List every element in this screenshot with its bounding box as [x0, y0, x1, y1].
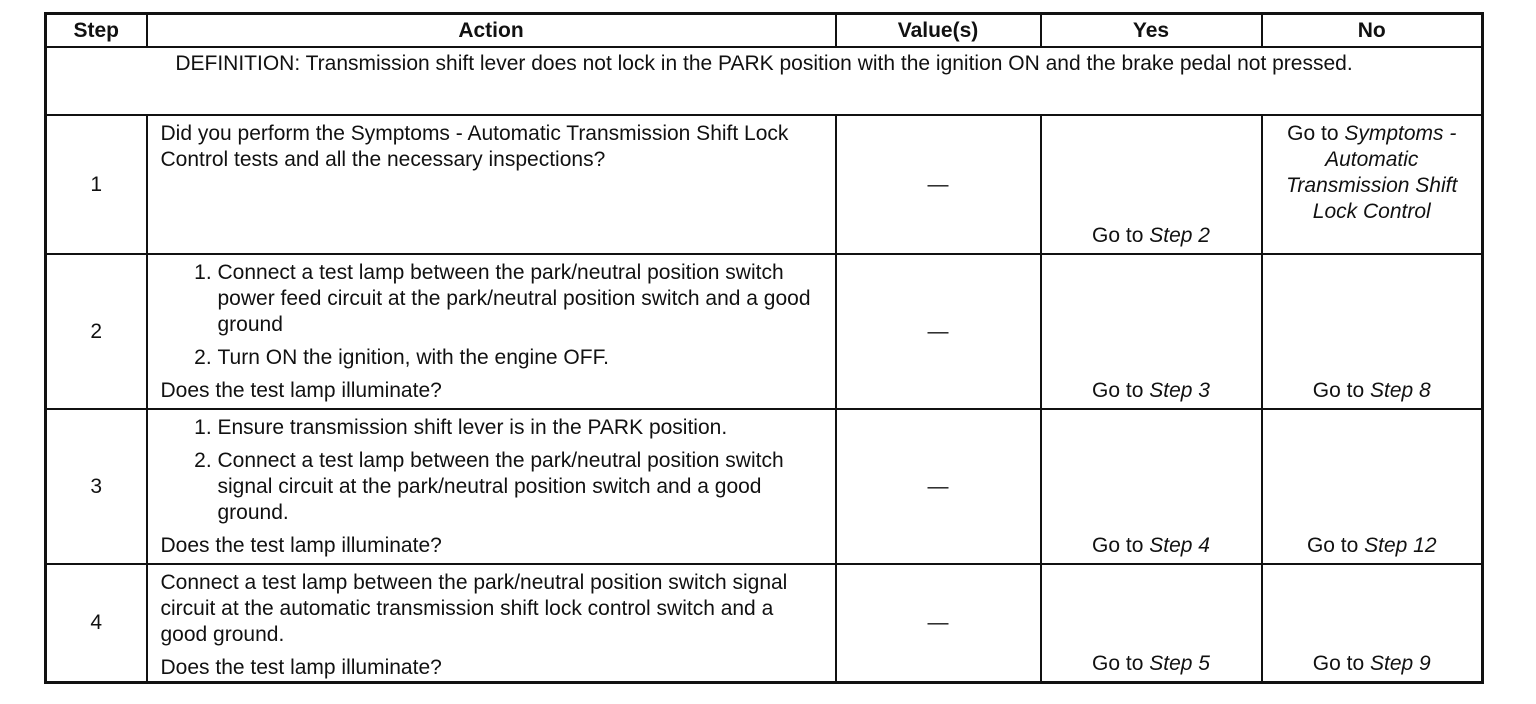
yes-target-link[interactable]: Step 3	[1149, 379, 1210, 402]
no-cell	[1262, 115, 1483, 254]
value-cell: —	[836, 564, 1041, 683]
question-text: Does the test lamp illuminate?	[160, 379, 442, 402]
action-text: Connect a test lamp between the park/neutral position switch signal circuit at the automatic transmission shift lock control switch and a good ground.	[160, 571, 788, 646]
yes-target-link[interactable]: Step 4	[1149, 534, 1210, 557]
header-no: No	[1262, 14, 1483, 48]
action-cell	[147, 564, 836, 683]
substep-item: 1. Connect a test lamp between the park/neutral position switch power feed circuit at the park/neutral position switch and a good ground	[218, 260, 825, 338]
step-number: 1	[46, 115, 147, 254]
no-target-link[interactable]: Step 12	[1364, 534, 1437, 557]
diagnostic-table	[44, 12, 1484, 684]
value-cell: —	[836, 254, 1041, 409]
step-number: 2	[46, 254, 147, 409]
definition-text: DEFINITION: Transmission shift lever does not lock in the PARK position with the ignition ON and the brake pedal not pressed.	[46, 47, 1483, 115]
step-number: 4	[46, 564, 147, 683]
action-cell	[147, 409, 836, 564]
action-cell	[147, 115, 836, 254]
substep-item: 2. Turn ON the ignition, with the engine OFF.	[218, 345, 825, 371]
action-cell	[147, 254, 836, 409]
substep-item: 2. Connect a test lamp between the park/neutral position switch signal circuit at the park/neutral position switch and a good ground.	[218, 448, 825, 526]
no-cell	[1262, 564, 1483, 683]
yes-prefix: Go to	[1092, 379, 1150, 402]
question-text: Does the test lamp illuminate?	[160, 656, 442, 679]
table-row	[46, 254, 1483, 409]
header-values: Value(s)	[836, 14, 1041, 48]
no-target-link[interactable]: Step 9	[1369, 652, 1431, 675]
question-text: Does the test lamp illuminate?	[160, 534, 442, 557]
definition-row	[46, 47, 1483, 115]
yes-prefix: Go to	[1092, 224, 1150, 247]
no-cell	[1262, 254, 1483, 409]
yes-target-link[interactable]: Step 2	[1149, 224, 1210, 247]
header-yes: Yes	[1041, 14, 1262, 48]
value-cell: —	[836, 409, 1041, 564]
yes-cell	[1041, 409, 1262, 564]
no-prefix: Go to	[1312, 652, 1370, 675]
header-action: Action	[147, 14, 836, 48]
header-step: Step	[46, 14, 147, 48]
yes-cell	[1041, 254, 1262, 409]
yes-cell	[1041, 115, 1262, 254]
substep-item: 1. Ensure transmission shift lever is in the PARK position.	[218, 415, 825, 441]
step-number: 3	[46, 409, 147, 564]
table-row	[46, 115, 1483, 254]
substep-list	[161, 260, 825, 371]
yes-prefix: Go to	[1092, 534, 1150, 557]
yes-cell	[1041, 564, 1262, 683]
table-row	[46, 564, 1483, 683]
value-cell: —	[836, 115, 1041, 254]
action-text: Did you perform the Symptoms - Automatic Transmission Shift Lock Control tests and all the necessary inspections?	[160, 122, 789, 171]
no-prefix: Go to	[1287, 122, 1345, 145]
header-row	[46, 14, 1483, 48]
no-target-link[interactable]: Step 8	[1369, 379, 1431, 402]
no-prefix: Go to	[1312, 379, 1370, 402]
yes-prefix: Go to	[1092, 652, 1150, 675]
no-cell	[1262, 409, 1483, 564]
substep-list	[161, 415, 825, 526]
yes-target-link[interactable]: Step 5	[1149, 652, 1210, 675]
no-target-link[interactable]: Symptoms - Automatic Transmission Shift Lock Control	[1286, 122, 1458, 223]
table-row	[46, 409, 1483, 564]
no-prefix: Go to	[1306, 534, 1365, 557]
